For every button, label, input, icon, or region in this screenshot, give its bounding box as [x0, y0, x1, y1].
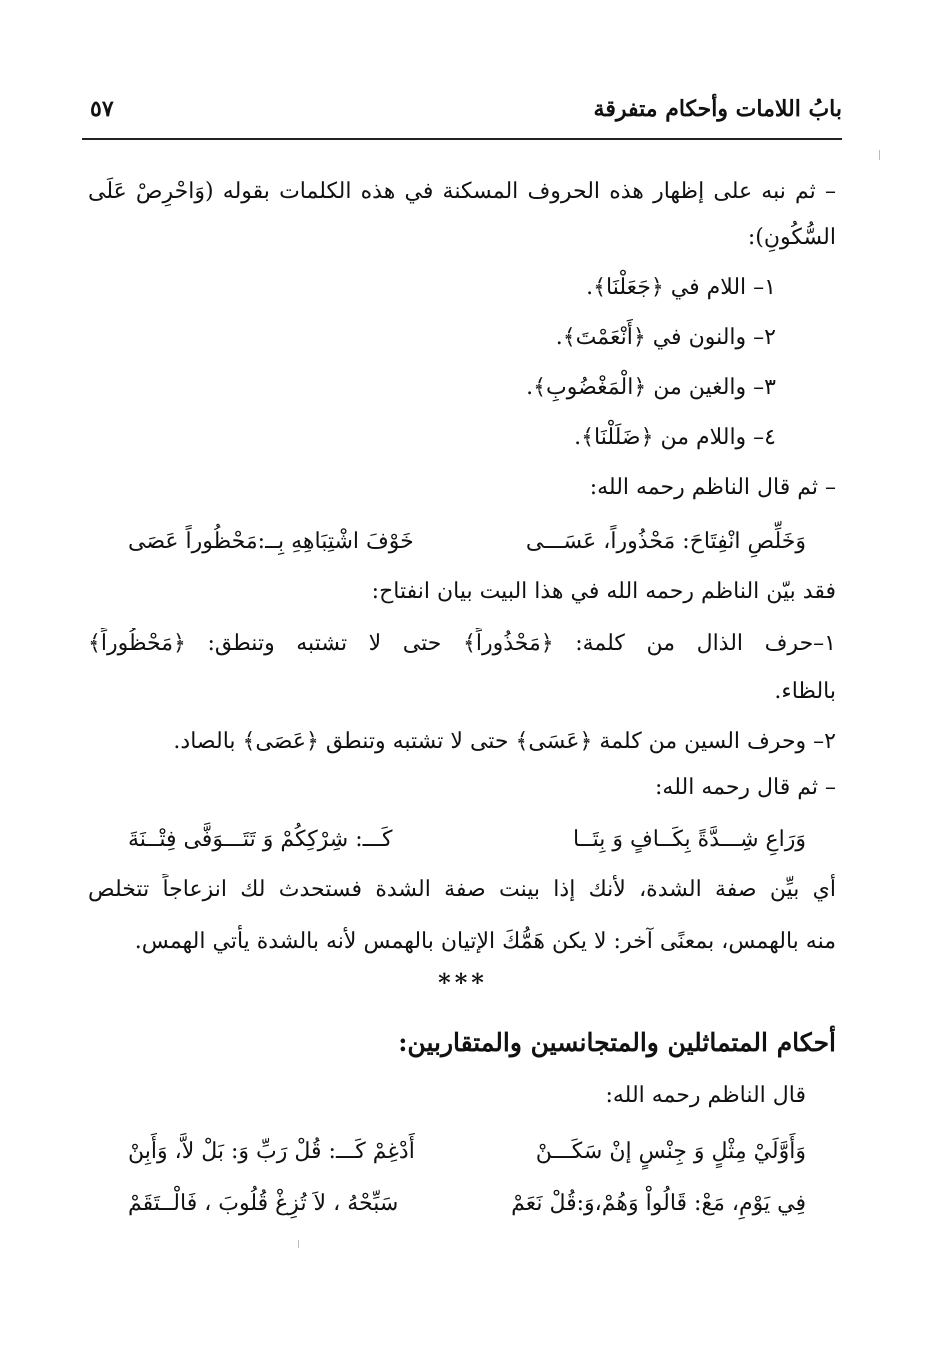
scan-speck — [879, 150, 880, 160]
list-item-2: ٢– والنون في ﴿أَنْعَمْتَ﴾. — [555, 325, 776, 350]
page-number: ٥٧ — [90, 96, 114, 122]
explanation-2-line-2: منه بالهمس، بمعنًى آخر: لا يكن هَمُّكَ الإتيان بالهمس لأنه بالشدة يأتي الهمس. — [134, 929, 836, 954]
explanation-1: فقد بيّن الناظم رحمه الله في هذا البيت بيان انفتاح: — [371, 579, 836, 604]
verse-3-first-hemistich: وَأَوَّلَيْ مِثْلٍ وَ جِنْسٍ إنْ سَكَـــنْ — [535, 1139, 806, 1164]
list-item-3: ٣– والغين من ﴿الْمَغْضُوبِ﴾. — [526, 375, 776, 400]
verse-intro-1: – ثم قال الناظم رحمه الله: — [589, 475, 836, 500]
verse-2 — [128, 824, 806, 858]
verse-3-second-hemistich: أَدْغِمْ كَـــ: قُلْ رَبِّ وَ: بَلْ لاَّ، وَأَبِنْ — [128, 1139, 415, 1164]
paragraph-1-line-2: السُّكُونِ): — [747, 225, 836, 250]
paragraph-1-line-1: – ثم نبه على إظهار هذه الحروف المسكنة في هذه الكلمات بقوله (وَاحْرِصْ عَلَى — [88, 179, 836, 204]
header-divider — [82, 138, 842, 140]
point-2: ٢– وحرف السين من كلمة ﴿عَسَى﴾ حتى لا تشتبه وتنطق ﴿عَصَى﴾ بالصاد. — [173, 729, 836, 754]
verse-4-first-hemistich: فِي يَوْمِ، مَعْ: قَالُواْ وَهُمْ،وَ:قُلْ نَعَمْ — [511, 1191, 806, 1216]
list-item-4: ٤– واللام من ﴿ضَلَلْنَا﴾. — [574, 425, 776, 450]
verse-1-second-hemistich: خَوْفَ اشْتِبَاهِهِ بِــ:مَحْظُوراً عَصَى — [128, 529, 414, 554]
list-item-1: ١– اللام في ﴿جَعَلْنَا﴾. — [586, 275, 776, 300]
point-1-line-2: بالظاء. — [774, 679, 836, 704]
verse-3 — [128, 1136, 806, 1170]
section-heading: أحكام المتماثلين والمتجانسين والمتقاربين: — [398, 1028, 836, 1057]
section-separator: *** — [438, 968, 488, 997]
page-header — [82, 90, 842, 134]
verse-2-second-hemistich: كَـــ: شِرْكِكُمْ وَ تَتَـــوَفَّى فِتْــنَةَ — [128, 827, 393, 852]
chapter-title: بابُ اللامات وأحكام متفرقة — [593, 96, 842, 122]
verse-intro-2: – ثم قال رحمه الله: — [655, 775, 836, 800]
verse-1 — [128, 526, 806, 560]
verse-4 — [128, 1188, 806, 1222]
verse-4-second-hemistich: سَبِّحْهُ ، لاَ تُزِغْ قُلُوبَ ، فَالْــتَقَمْ — [128, 1191, 399, 1216]
scan-speck — [298, 1240, 299, 1248]
verse-1-first-hemistich: وَخَلِّصِ انْفِتَاحَ: مَحْذُوراً، عَسَـــى — [525, 529, 806, 554]
explanation-2-line-1: أي بيِّن صفة الشدة، لأنك إذا بينت صفة الشدة فستحدث لك انزعاجاً تتخلص — [88, 877, 836, 902]
point-1-line-1: ١–حرف الذال من كلمة: ﴿مَحْذُوراً﴾ حتى لا تشتبه وتنطق: ﴿مَحْظُوراً﴾ — [88, 631, 836, 656]
verse-intro-3: قال الناظم رحمه الله: — [605, 1083, 806, 1108]
verse-2-first-hemistich: وَرَاعِ شِـــدَّةً بِكَــافٍ وَ بِتَــا — [573, 827, 806, 852]
